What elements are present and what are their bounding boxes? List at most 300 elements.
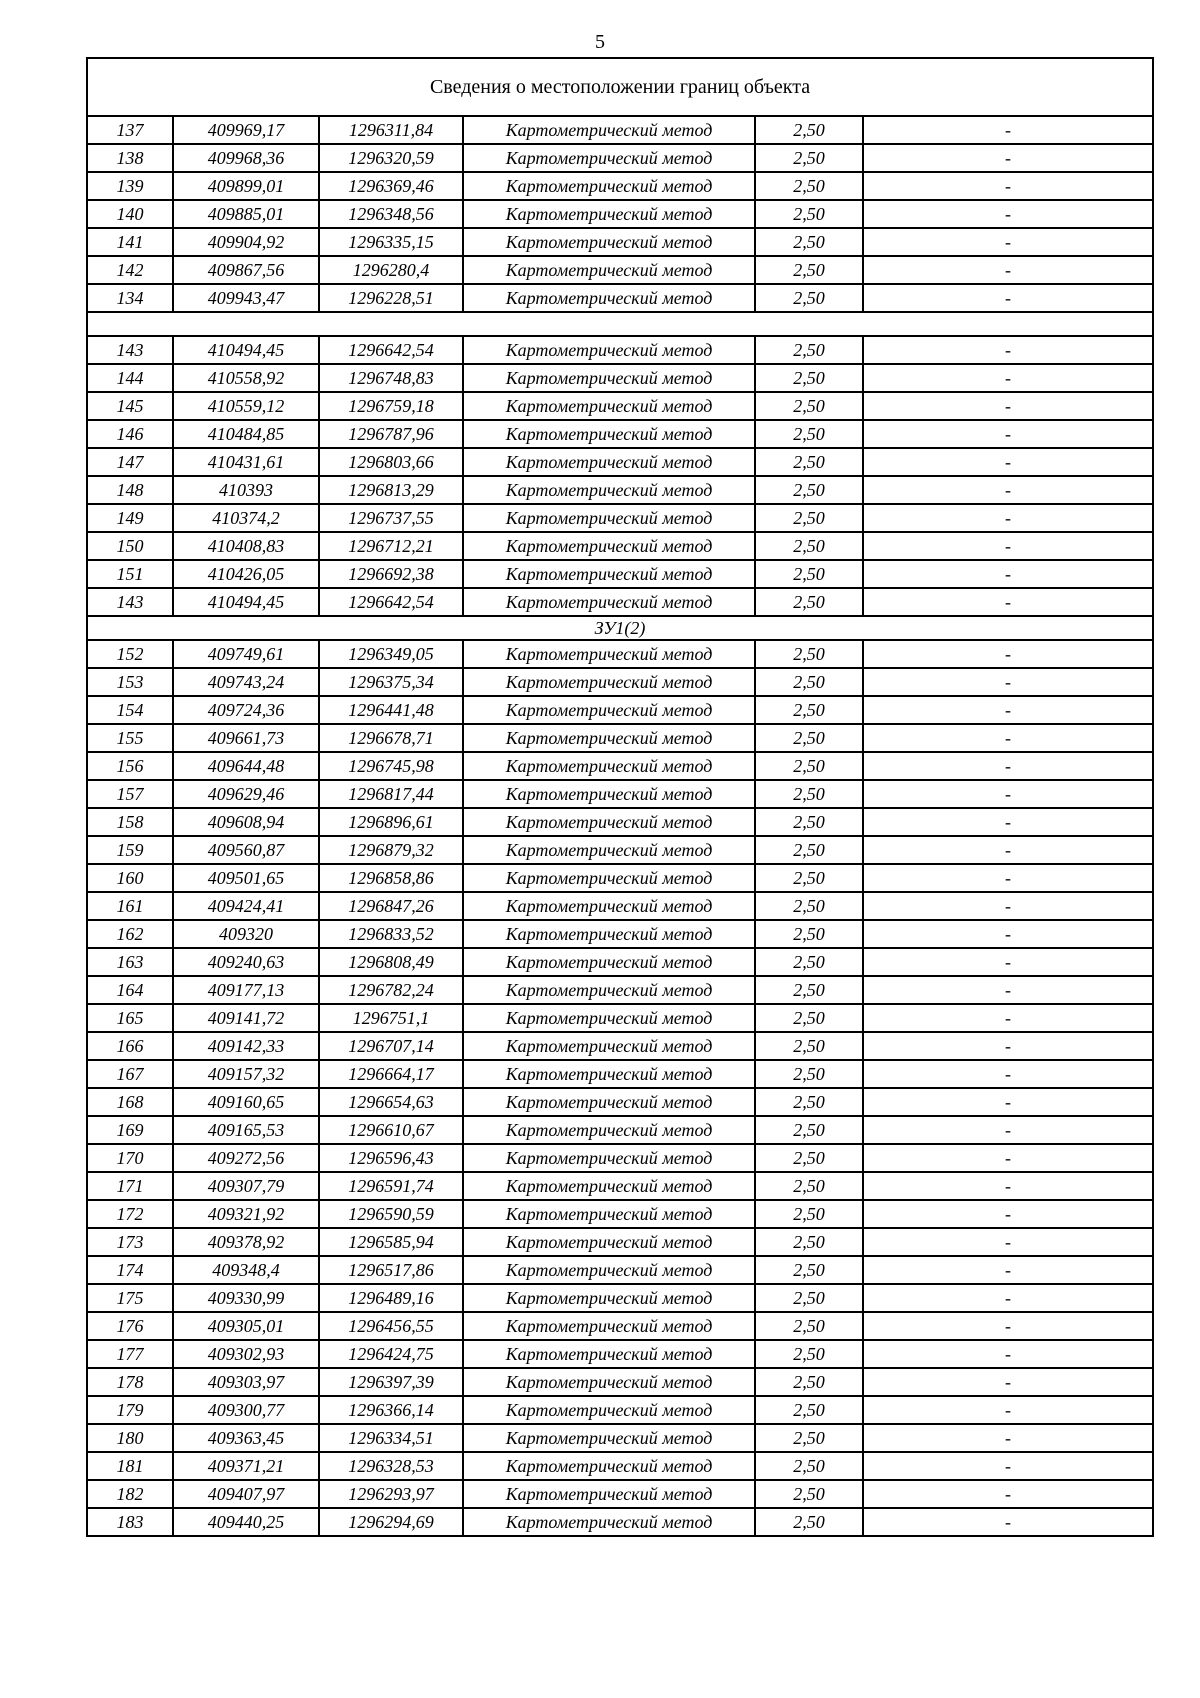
table-row [87,1368,1153,1396]
x-coordinate-cell: 410431,61 [173,448,319,476]
table-row [87,1004,1153,1032]
y-coordinate-cell: 1296294,69 [319,1508,463,1536]
table-row [87,1396,1153,1424]
point-number-cell: 180 [87,1424,173,1452]
point-number-cell: 159 [87,836,173,864]
point-number-cell: 171 [87,1172,173,1200]
description-cell: - [863,1368,1153,1396]
table-row [87,1508,1153,1536]
point-number-cell: 146 [87,420,173,448]
y-coordinate-cell: 1296817,44 [319,780,463,808]
x-coordinate-cell: 410494,45 [173,336,319,364]
description-cell: - [863,1340,1153,1368]
accuracy-cell: 2,50 [755,1424,863,1452]
accuracy-cell: 2,50 [755,1144,863,1172]
x-coordinate-cell: 409303,97 [173,1368,319,1396]
accuracy-cell: 2,50 [755,392,863,420]
table-row [87,1312,1153,1340]
description-cell: - [863,724,1153,752]
y-coordinate-cell: 1296879,32 [319,836,463,864]
description-cell: - [863,1396,1153,1424]
y-coordinate-cell: 1296745,98 [319,752,463,780]
description-cell: - [863,1508,1153,1536]
table-row [87,392,1153,420]
y-coordinate-cell: 1296787,96 [319,420,463,448]
y-coordinate-cell: 1296803,66 [319,448,463,476]
method-cell: Картометрический метод [463,364,755,392]
x-coordinate-cell: 409501,65 [173,864,319,892]
method-cell: Картометрический метод [463,256,755,284]
y-coordinate-cell: 1296808,49 [319,948,463,976]
accuracy-cell: 2,50 [755,780,863,808]
description-cell: - [863,1060,1153,1088]
accuracy-cell: 2,50 [755,420,863,448]
accuracy-cell: 2,50 [755,476,863,504]
method-cell: Картометрический метод [463,1256,755,1284]
y-coordinate-cell: 1296664,17 [319,1060,463,1088]
description-cell: - [863,920,1153,948]
method-cell: Картометрический метод [463,1172,755,1200]
point-number-cell: 138 [87,144,173,172]
description-cell: - [863,504,1153,532]
x-coordinate-cell: 410393 [173,476,319,504]
description-cell: - [863,1032,1153,1060]
table-row [87,336,1153,364]
x-coordinate-cell: 409608,94 [173,808,319,836]
x-coordinate-cell: 409560,87 [173,836,319,864]
y-coordinate-cell: 1296456,55 [319,1312,463,1340]
x-coordinate-cell: 409644,48 [173,752,319,780]
method-cell: Картометрический метод [463,1480,755,1508]
x-coordinate-cell: 410374,2 [173,504,319,532]
method-cell: Картометрический метод [463,920,755,948]
x-coordinate-cell: 409424,41 [173,892,319,920]
y-coordinate-cell: 1296642,54 [319,588,463,616]
method-cell: Картометрический метод [463,1144,755,1172]
accuracy-cell: 2,50 [755,1396,863,1424]
description-cell: - [863,1452,1153,1480]
x-coordinate-cell: 409407,97 [173,1480,319,1508]
point-number-cell: 149 [87,504,173,532]
x-coordinate-cell: 409177,13 [173,976,319,1004]
accuracy-cell: 2,50 [755,116,863,144]
table-row [87,560,1153,588]
point-number-cell: 154 [87,696,173,724]
accuracy-cell: 2,50 [755,364,863,392]
description-cell: - [863,420,1153,448]
method-cell: Картометрический метод [463,752,755,780]
accuracy-cell: 2,50 [755,1452,863,1480]
table-row [87,752,1153,780]
accuracy-cell: 2,50 [755,1004,863,1032]
y-coordinate-cell: 1296748,83 [319,364,463,392]
method-cell: Картометрический метод [463,640,755,668]
accuracy-cell: 2,50 [755,836,863,864]
y-coordinate-cell: 1296833,52 [319,920,463,948]
accuracy-cell: 2,50 [755,752,863,780]
point-number-cell: 143 [87,336,173,364]
y-coordinate-cell: 1296335,15 [319,228,463,256]
table-row [87,476,1153,504]
method-cell: Картометрический метод [463,836,755,864]
table-row [87,864,1153,892]
point-number-cell: 168 [87,1088,173,1116]
description-cell: - [863,228,1153,256]
y-coordinate-cell: 1296489,16 [319,1284,463,1312]
method-cell: Картометрический метод [463,1060,755,1088]
table-row [87,448,1153,476]
point-number-cell: 134 [87,284,173,312]
description-cell: - [863,560,1153,588]
method-cell: Картометрический метод [463,1340,755,1368]
point-number-cell: 151 [87,560,173,588]
method-cell: Картометрический метод [463,948,755,976]
x-coordinate-cell: 409165,53 [173,1116,319,1144]
point-number-cell: 139 [87,172,173,200]
method-cell: Картометрический метод [463,560,755,588]
separator-cell [87,312,1153,336]
description-cell: - [863,752,1153,780]
description-cell: - [863,892,1153,920]
table-row [87,948,1153,976]
accuracy-cell: 2,50 [755,1256,863,1284]
x-coordinate-cell: 409141,72 [173,1004,319,1032]
x-coordinate-cell: 410494,45 [173,588,319,616]
y-coordinate-cell: 1296517,86 [319,1256,463,1284]
description-cell: - [863,172,1153,200]
table-row [87,504,1153,532]
table-row [87,808,1153,836]
point-number-cell: 179 [87,1396,173,1424]
y-coordinate-cell: 1296707,14 [319,1032,463,1060]
x-coordinate-cell: 409885,01 [173,200,319,228]
accuracy-cell: 2,50 [755,1228,863,1256]
method-cell: Картометрический метод [463,392,755,420]
method-cell: Картометрический метод [463,532,755,560]
point-number-cell: 160 [87,864,173,892]
y-coordinate-cell: 1296293,97 [319,1480,463,1508]
point-number-cell: 148 [87,476,173,504]
x-coordinate-cell: 409321,92 [173,1200,319,1228]
x-coordinate-cell: 409899,01 [173,172,319,200]
description-cell: - [863,144,1153,172]
accuracy-cell: 2,50 [755,1200,863,1228]
method-cell: Картометрический метод [463,1508,755,1536]
table-row [87,892,1153,920]
point-number-cell: 183 [87,1508,173,1536]
table-row [87,588,1153,616]
point-number-cell: 182 [87,1480,173,1508]
method-cell: Картометрический метод [463,696,755,724]
description-cell: - [863,532,1153,560]
method-cell: Картометрический метод [463,476,755,504]
x-coordinate-cell: 409378,92 [173,1228,319,1256]
accuracy-cell: 2,50 [755,1340,863,1368]
point-number-cell: 176 [87,1312,173,1340]
description-cell: - [863,1004,1153,1032]
y-coordinate-cell: 1296642,54 [319,336,463,364]
x-coordinate-cell: 410484,85 [173,420,319,448]
method-cell: Картометрический метод [463,588,755,616]
method-cell: Картометрический метод [463,1088,755,1116]
description-cell: - [863,1284,1153,1312]
y-coordinate-cell: 1296590,59 [319,1200,463,1228]
method-cell: Картометрический метод [463,724,755,752]
x-coordinate-cell: 409302,93 [173,1340,319,1368]
y-coordinate-cell: 1296813,29 [319,476,463,504]
method-cell: Картометрический метод [463,1312,755,1340]
description-cell: - [863,1228,1153,1256]
accuracy-cell: 2,50 [755,560,863,588]
y-coordinate-cell: 1296678,71 [319,724,463,752]
y-coordinate-cell: 1296712,21 [319,532,463,560]
description-cell: - [863,1172,1153,1200]
y-coordinate-cell: 1296228,51 [319,284,463,312]
accuracy-cell: 2,50 [755,504,863,532]
point-number-cell: 144 [87,364,173,392]
point-number-cell: 145 [87,392,173,420]
point-number-cell: 142 [87,256,173,284]
accuracy-cell: 2,50 [755,1368,863,1396]
accuracy-cell: 2,50 [755,1116,863,1144]
table-row [87,1172,1153,1200]
description-cell: - [863,364,1153,392]
accuracy-cell: 2,50 [755,588,863,616]
method-cell: Картометрический метод [463,1116,755,1144]
y-coordinate-cell: 1296424,75 [319,1340,463,1368]
x-coordinate-cell: 409749,61 [173,640,319,668]
section-row [87,616,1153,640]
method-cell: Картометрический метод [463,172,755,200]
method-cell: Картометрический метод [463,144,755,172]
y-coordinate-cell: 1296375,34 [319,668,463,696]
table-row [87,116,1153,144]
x-coordinate-cell: 409320 [173,920,319,948]
method-cell: Картометрический метод [463,420,755,448]
table-row [87,668,1153,696]
table-row [87,1256,1153,1284]
y-coordinate-cell: 1296610,67 [319,1116,463,1144]
accuracy-cell: 2,50 [755,448,863,476]
point-number-cell: 141 [87,228,173,256]
accuracy-cell: 2,50 [755,228,863,256]
x-coordinate-cell: 409943,47 [173,284,319,312]
description-cell: - [863,1312,1153,1340]
method-cell: Картометрический метод [463,284,755,312]
table-row [87,144,1153,172]
y-coordinate-cell: 1296320,59 [319,144,463,172]
method-cell: Картометрический метод [463,228,755,256]
method-cell: Картометрический метод [463,504,755,532]
accuracy-cell: 2,50 [755,1032,863,1060]
method-cell: Картометрический метод [463,1004,755,1032]
description-cell: - [863,948,1153,976]
y-coordinate-cell: 1296596,43 [319,1144,463,1172]
x-coordinate-cell: 409240,63 [173,948,319,976]
table-row [87,836,1153,864]
point-number-cell: 169 [87,1116,173,1144]
y-coordinate-cell: 1296737,55 [319,504,463,532]
accuracy-cell: 2,50 [755,892,863,920]
accuracy-cell: 2,50 [755,1060,863,1088]
x-coordinate-cell: 409371,21 [173,1452,319,1480]
method-cell: Картометрический метод [463,892,755,920]
method-cell: Картометрический метод [463,976,755,1004]
table-row [87,1424,1153,1452]
point-number-cell: 181 [87,1452,173,1480]
table-row [87,200,1153,228]
y-coordinate-cell: 1296349,05 [319,640,463,668]
method-cell: Картометрический метод [463,200,755,228]
description-cell: - [863,1116,1153,1144]
table-row [87,420,1153,448]
description-cell: - [863,336,1153,364]
point-number-cell: 157 [87,780,173,808]
accuracy-cell: 2,50 [755,1172,863,1200]
y-coordinate-cell: 1296654,63 [319,1088,463,1116]
x-coordinate-cell: 409330,99 [173,1284,319,1312]
point-number-cell: 152 [87,640,173,668]
y-coordinate-cell: 1296591,74 [319,1172,463,1200]
table-row [87,920,1153,948]
table-row [87,1228,1153,1256]
x-coordinate-cell: 409661,73 [173,724,319,752]
point-number-cell: 158 [87,808,173,836]
table-row [87,1452,1153,1480]
x-coordinate-cell: 409363,45 [173,1424,319,1452]
description-cell: - [863,256,1153,284]
x-coordinate-cell: 409142,33 [173,1032,319,1060]
method-cell: Картометрический метод [463,1200,755,1228]
section-label: ЗУ1(2) [87,616,1153,640]
accuracy-cell: 2,50 [755,336,863,364]
x-coordinate-cell: 409160,65 [173,1088,319,1116]
table-row [87,724,1153,752]
table-title-row [87,58,1153,116]
boundary-coordinates-table [86,57,1154,1537]
x-coordinate-cell: 409724,36 [173,696,319,724]
point-number-cell: 167 [87,1060,173,1088]
table-row [87,284,1153,312]
x-coordinate-cell: 409307,79 [173,1172,319,1200]
accuracy-cell: 2,50 [755,696,863,724]
x-coordinate-cell: 409272,56 [173,1144,319,1172]
point-number-cell: 175 [87,1284,173,1312]
y-coordinate-cell: 1296858,86 [319,864,463,892]
accuracy-cell: 2,50 [755,808,863,836]
table-row [87,696,1153,724]
x-coordinate-cell: 410408,83 [173,532,319,560]
description-cell: - [863,116,1153,144]
point-number-cell: 164 [87,976,173,1004]
method-cell: Картометрический метод [463,1368,755,1396]
description-cell: - [863,1480,1153,1508]
description-cell: - [863,1200,1153,1228]
point-number-cell: 172 [87,1200,173,1228]
description-cell: - [863,200,1153,228]
method-cell: Картометрический метод [463,864,755,892]
x-coordinate-cell: 409300,77 [173,1396,319,1424]
y-coordinate-cell: 1296280,4 [319,256,463,284]
accuracy-cell: 2,50 [755,172,863,200]
point-number-cell: 166 [87,1032,173,1060]
accuracy-cell: 2,50 [755,976,863,1004]
accuracy-cell: 2,50 [755,200,863,228]
point-number-cell: 140 [87,200,173,228]
x-coordinate-cell: 409305,01 [173,1312,319,1340]
point-number-cell: 177 [87,1340,173,1368]
method-cell: Картометрический метод [463,1032,755,1060]
point-number-cell: 143 [87,588,173,616]
description-cell: - [863,476,1153,504]
description-cell: - [863,1088,1153,1116]
accuracy-cell: 2,50 [755,1088,863,1116]
accuracy-cell: 2,50 [755,920,863,948]
point-number-cell: 153 [87,668,173,696]
method-cell: Картометрический метод [463,668,755,696]
description-cell: - [863,640,1153,668]
x-coordinate-cell: 409968,36 [173,144,319,172]
point-number-cell: 163 [87,948,173,976]
method-cell: Картометрический метод [463,780,755,808]
description-cell: - [863,836,1153,864]
y-coordinate-cell: 1296366,14 [319,1396,463,1424]
y-coordinate-cell: 1296692,38 [319,560,463,588]
y-coordinate-cell: 1296348,56 [319,200,463,228]
y-coordinate-cell: 1296369,46 [319,172,463,200]
table-row [87,1340,1153,1368]
accuracy-cell: 2,50 [755,1284,863,1312]
accuracy-cell: 2,50 [755,144,863,172]
accuracy-cell: 2,50 [755,724,863,752]
point-number-cell: 174 [87,1256,173,1284]
description-cell: - [863,392,1153,420]
x-coordinate-cell: 409867,56 [173,256,319,284]
description-cell: - [863,780,1153,808]
x-coordinate-cell: 409969,17 [173,116,319,144]
x-coordinate-cell: 410426,05 [173,560,319,588]
description-cell: - [863,976,1153,1004]
x-coordinate-cell: 409743,24 [173,668,319,696]
x-coordinate-cell: 410559,12 [173,392,319,420]
description-cell: - [863,588,1153,616]
description-cell: - [863,284,1153,312]
y-coordinate-cell: 1296328,53 [319,1452,463,1480]
point-number-cell: 137 [87,116,173,144]
description-cell: - [863,696,1153,724]
table-row [87,228,1153,256]
method-cell: Картометрический метод [463,1424,755,1452]
method-cell: Картометрический метод [463,1228,755,1256]
accuracy-cell: 2,50 [755,284,863,312]
point-number-cell: 170 [87,1144,173,1172]
accuracy-cell: 2,50 [755,532,863,560]
method-cell: Картометрический метод [463,116,755,144]
accuracy-cell: 2,50 [755,640,863,668]
point-number-cell: 165 [87,1004,173,1032]
y-coordinate-cell: 1296397,39 [319,1368,463,1396]
accuracy-cell: 2,50 [755,864,863,892]
point-number-cell: 147 [87,448,173,476]
method-cell: Картометрический метод [463,1396,755,1424]
x-coordinate-cell: 409440,25 [173,1508,319,1536]
accuracy-cell: 2,50 [755,1312,863,1340]
table-row [87,1200,1153,1228]
table-row [87,780,1153,808]
table-row [87,1284,1153,1312]
separator-row [87,312,1153,336]
accuracy-cell: 2,50 [755,256,863,284]
